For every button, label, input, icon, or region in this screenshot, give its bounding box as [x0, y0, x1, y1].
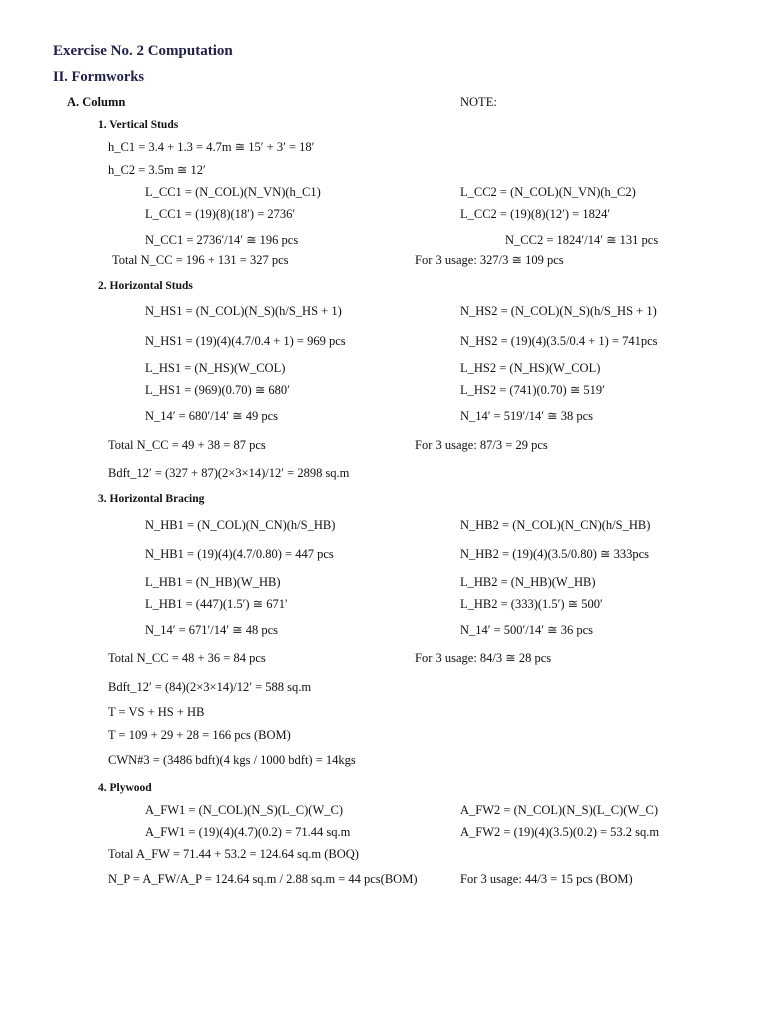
equation-hs-bdft: Bdft_12′ = (327 + 87)(2×3×14)/12′ = 2898 sq.m — [108, 466, 350, 480]
equation-hb-n14-2: N_14′ = 500′/14′ ≅ 36 pcs — [460, 623, 594, 637]
equation-hc1: h_C1 = 3.4 + 1.3 = 4.7m ≅ 15′ + 3′ = 18′ — [108, 140, 315, 154]
equation-hs-usage: For 3 usage: 87/3 = 29 pcs — [415, 438, 548, 452]
equation-hb-n14-1: N_14′ = 671′/14′ ≅ 48 pcs — [145, 623, 279, 637]
horizontal-bracing-heading: 3. Horizontal Bracing — [98, 493, 205, 505]
equation-plywood-usage: For 3 usage: 44/3 = 15 pcs (BOM) — [460, 872, 633, 886]
equation-afw1-formula: A_FW1 = (N_COL)(N_S)(L_C)(W_C) — [145, 803, 343, 817]
equation-total-formula: T = VS + HS + HB — [108, 705, 205, 719]
equation-vs-total: Total N_CC = 196 + 131 = 327 pcs — [112, 253, 289, 267]
equation-lcc1-formula: L_CC1 = (N_COL)(N_VN)(h_C1) — [145, 185, 321, 199]
equation-lhb1-value: L_HB1 = (447)(1.5′) ≅ 671′ — [145, 597, 288, 611]
equation-hb-total: Total N_CC = 48 + 36 = 84 pcs — [108, 651, 266, 665]
equation-ncc1: N_CC1 = 2736′/14′ ≅ 196 pcs — [145, 233, 299, 247]
equation-nhs2-formula: N_HS2 = (N_COL)(N_S)(h/S_HS + 1) — [460, 304, 657, 318]
equation-nhs2-value: N_HS2 = (19)(4)(3.5/0.4 + 1) = 741pcs — [460, 334, 658, 348]
equation-lhs2-formula: L_HS2 = (N_HS)(W_COL) — [460, 361, 601, 375]
equation-hs-total: Total N_CC = 49 + 38 = 87 pcs — [108, 438, 266, 452]
equation-ncc2: N_CC2 = 1824′/14′ ≅ 131 pcs — [505, 233, 659, 247]
equation-lhs2-value: L_HS2 = (741)(0.70) ≅ 519′ — [460, 383, 605, 397]
equation-afw2-formula: A_FW2 = (N_COL)(N_S)(L_C)(W_C) — [460, 803, 658, 817]
equation-lhs1-formula: L_HS1 = (N_HS)(W_COL) — [145, 361, 286, 375]
equation-lhb1-formula: L_HB1 = (N_HB)(W_HB) — [145, 575, 281, 589]
horizontal-studs-heading: 2. Horizontal Studs — [98, 280, 193, 292]
equation-hs-n14-1: N_14′ = 680′/14′ ≅ 49 pcs — [145, 409, 279, 423]
equation-afw2-value: A_FW2 = (19)(4)(3.5)(0.2) = 53.2 sq.m — [460, 825, 660, 839]
equation-hb-usage: For 3 usage: 84/3 ≅ 28 pcs — [415, 651, 552, 665]
equation-plywood-total: Total A_FW = 71.44 + 53.2 = 124.64 sq.m (BOQ) — [108, 847, 359, 861]
equation-lhs1-value: L_HS1 = (969)(0.70) ≅ 680′ — [145, 383, 290, 397]
equation-nhs1-value: N_HS1 = (19)(4)(4.7/0.4 + 1) = 969 pcs — [145, 334, 346, 348]
equation-hc2: h_C2 = 3.5m ≅ 12′ — [108, 163, 206, 177]
page-title: Exercise No. 2 Computation — [53, 43, 233, 59]
equation-total-value: T = 109 + 29 + 28 = 166 pcs (BOM) — [108, 728, 291, 742]
equation-lcc2-formula: L_CC2 = (N_COL)(N_VN)(h_C2) — [460, 185, 636, 199]
equation-nhb1-value: N_HB1 = (19)(4)(4.7/0.80) = 447 pcs — [145, 547, 334, 561]
equation-nhb2-value: N_HB2 = (19)(4)(3.5/0.80) ≅ 333pcs — [460, 547, 650, 561]
subsection-heading: A. Column — [67, 95, 126, 109]
equation-lhb2-value: L_HB2 = (333)(1.5′) ≅ 500′ — [460, 597, 603, 611]
equation-hs-n14-2: N_14′ = 519′/14′ ≅ 38 pcs — [460, 409, 594, 423]
equation-nhb2-formula: N_HB2 = (N_COL)(N_CN)(h/S_HB) — [460, 518, 651, 532]
note-label: NOTE: — [460, 95, 497, 109]
plywood-heading: 4. Plywood — [98, 782, 152, 794]
equation-cwn: CWN#3 = (3486 bdft)(4 kgs / 1000 bdft) = 14kgs — [108, 753, 356, 767]
section-heading: II. Formworks — [53, 69, 145, 85]
equation-lcc1-value: L_CC1 = (19)(8)(18′) = 2736′ — [145, 207, 296, 221]
vertical-studs-heading: 1. Vertical Studs — [98, 119, 179, 131]
equation-lhb2-formula: L_HB2 = (N_HB)(W_HB) — [460, 575, 596, 589]
equation-lcc2-value: L_CC2 = (19)(8)(12′) = 1824′ — [460, 207, 611, 221]
equation-nhb1-formula: N_HB1 = (N_COL)(N_CN)(h/S_HB) — [145, 518, 336, 532]
equation-hb-bdft: Bdft_12′ = (84)(2×3×14)/12′ = 588 sq.m — [108, 680, 312, 694]
equation-vs-usage: For 3 usage: 327/3 ≅ 109 pcs — [415, 253, 564, 267]
equation-afw1-value: A_FW1 = (19)(4)(4.7)(0.2) = 71.44 sq.m — [145, 825, 351, 839]
equation-nhs1-formula: N_HS1 = (N_COL)(N_S)(h/S_HS + 1) — [145, 304, 342, 318]
equation-np: N_P = A_FW/A_P = 124.64 sq.m / 2.88 sq.m = 44 pcs(BOM) — [108, 872, 418, 886]
